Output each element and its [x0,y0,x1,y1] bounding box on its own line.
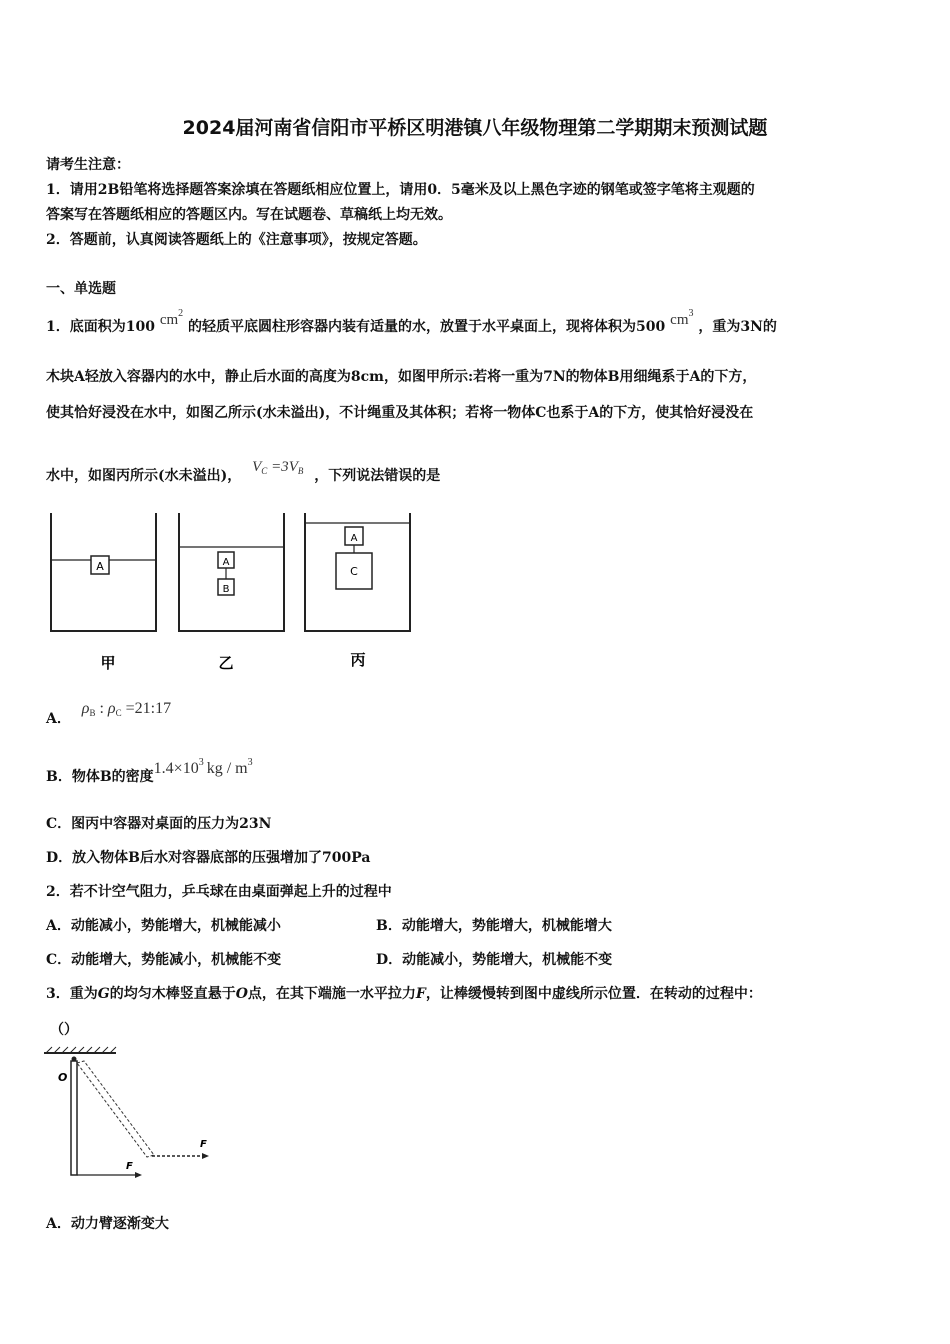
q1-line-1a: 1．底面积为100 [46,319,155,335]
q1-line-4a: 水中，如图丙所示(水未溢出)， [46,468,242,484]
q1-option-d: D．放入物体B后水对容器底部的压强增加了700Pa [46,850,371,866]
q1-line-1c: ，重为3N的 [698,319,777,335]
container-yi [179,513,284,631]
block-a-label: A [96,560,104,573]
q3-stem: 3．重为G的均匀木棒竖直悬于O点，在其下端施一水平拉力F，让棒缓慢转到图中虚线所示位置．在转动的过程中： [46,986,762,1002]
caption-jia: 甲 [100,654,116,672]
rod [71,1061,77,1175]
q1-option-c: C．图丙中容器对桌面的压力为23N [46,816,272,832]
volume-formula: $V_C =3V_B$ [252,459,304,476]
q1-line-1b: 的轻质平底圆柱形容器内装有适量的水，放置于水平桌面上，现将体积为500 [188,319,666,335]
containers-figure [40,505,430,675]
q1-line-4b: ，下列说法错误的是 [314,468,441,484]
pivot-label: O [58,1071,68,1084]
notice-heading: 请考生注意： [46,157,130,173]
q2-option-c: C．动能增大，势能减小，机械能不变 [46,952,282,968]
q3-option-a: A．动力臂逐渐变大 [46,1216,169,1232]
q1-option-a [46,700,172,728]
q2-option-a: A．动能减小，势能增大，机械能减小 [46,918,281,934]
caption-bing: 丙 [350,651,366,669]
section-heading: 一、单选题 [46,281,116,297]
caption-yi: 乙 [218,654,234,672]
q1-option-b [46,757,253,786]
q2-option-b: B．动能增大，势能增大，机械能增大 [376,918,612,934]
block-c-label: C [350,565,358,578]
option-a-label: A． [46,711,71,727]
notice-line-2: 2．答题前，认真阅读答题纸上的《注意事项》，按规定答题。 [46,232,427,248]
q1-line-2: 木块A轻放入容器内的水中，静止后水面的高度为8cm，如图甲所示:若将一重为7N的物体B用细绳系于A的下方， [46,369,757,385]
notice-line-1b: 答案写在答题纸相应的答题区内。写在试题卷、草稿纸上均无效。 [46,207,452,223]
density-value: $1.4\times 10^3$ kg / $m^3$ [153,757,253,777]
notice-line-1a: 1．请用2B铅笔将选择题答案涂填在答题纸相应位置上，请用0．5毫米及以上黑色字迹的钢笔或签字笔将主观题的 [46,182,755,198]
block-a-label: A [350,533,358,544]
area-unit: $cm^2$ [159,308,184,328]
force-label: F [200,1139,207,1150]
block-b-label: B [222,584,230,595]
option-b-text: B．物体B的密度 [46,769,154,785]
page-title: 2024届河南省信阳市平桥区明港镇八年级物理第二学期期末预测试题 [182,117,768,139]
block-a-label: A [222,557,230,568]
q2-stem: 2．若不计空气阻力，乒乓球在由桌面弹起上升的过程中 [46,884,392,900]
force-label: F [126,1161,133,1172]
q2-option-d: D．动能减小，势能增大，机械能不变 [376,952,613,968]
density-ratio: ρB : ρC =21:17 [81,700,172,718]
q3-blank: （） [50,1022,78,1038]
rod-rotated [77,1061,154,1157]
volume-unit: $cm^3$ [670,308,694,328]
q1-line-3: 使其恰好浸没在水中，如图乙所示(水未溢出)，不计绳重及其体积；若将一物体C也系于A的下方，使其恰好浸没在 [46,405,754,421]
q1-line-4 [46,459,441,485]
q1-line-1 [46,308,777,336]
lever-figure [40,1045,230,1185]
